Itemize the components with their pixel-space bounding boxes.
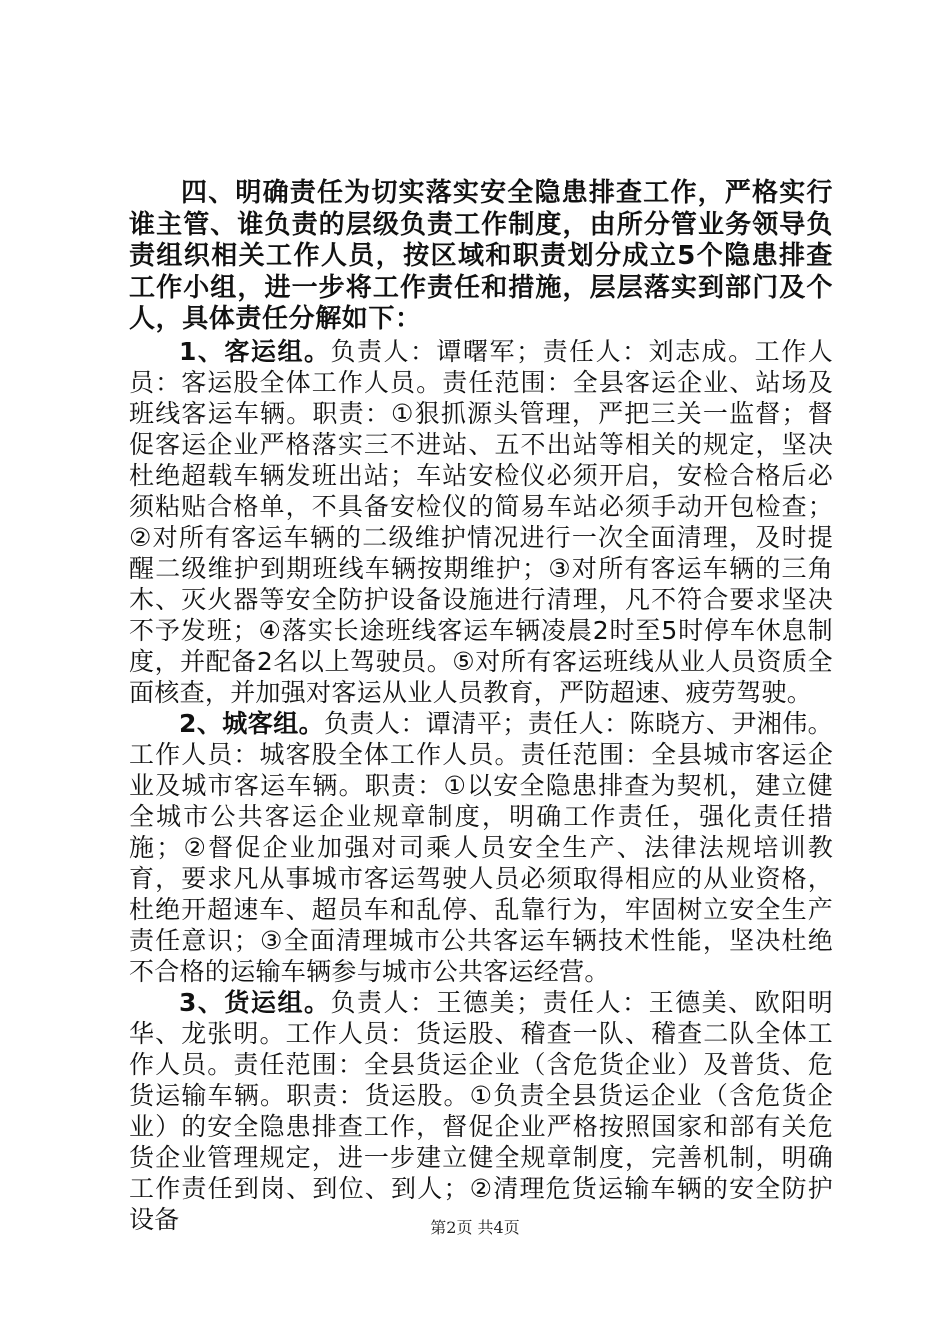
group-heading-passenger: 1、客运组。 [179, 336, 331, 366]
page-number-footer: 第2页 共4页 [430, 1218, 520, 1237]
document-body [129, 178, 833, 1235]
group-body-city: 负责人：谭清平；责任人：陈晓方、尹湘伟。工作人员：城客股全体工作人员。责任范围：全县城市客运企业及城市客运车辆。职责：①以安全隐患排查为契机，建立健全城市公共客运企业规章制度，明确工作责任，强化责任措施；②督促企业加强对司乘人员安全生产、法律法规培训教育，要求凡从事城市客运驾驶人员必须取得相应的从业资格，杜绝开超速车、超员车和乱停、乱靠行为，牢固树立安全生产责任意识；③全面清理城市公共客运车辆技术性能，坚决杜绝不合格的运输车辆参与城市公共客运经营。 [129, 708, 833, 986]
group-body-passenger: 负责人：谭曙军；责任人：刘志成。工作人员：客运股全体工作人员。责任范围：全县客运企业、站场及班线客运车辆。职责：①狠抓源头管理，严把三关一监督；督促客运企业严格落实三不进站、五不出站等相关的规定，坚决杜绝超载车辆发班出站；车站安检仪必须开启，安检合格后必须粘贴合格单，不具备安检仪的简易车站必须手动开包检查；②对所有客运车辆的二级维护情况进行一次全面清理，及时提醒二级维护到期班线车辆按期维护；③对所有客运车辆的三角木、灭火器等安全防护设备设施进行清理，凡不符合要求坚决不予发班；④落实长途班线客运车辆凌晨2时至5时停车休息制度，并配备2名以上驾驶员。⑤对所有客运班线从业人员资质全面核查，并加强对客运从业人员教育，严防超速、疲劳驾驶。 [129, 336, 834, 707]
group-body-freight: 负责人：王德美；责任人：王德美、欧阳明华、龙张明。工作人员：货运股、稽查一队、稽查二队全体工作人员。责任范围：全县货运企业（含危货企业）及普货、危货运输车辆。职责：货运股。①负责全县货运企业（含危货企业）的安全隐患排查工作，督促企业严格按照国家和部有关危货企业管理规定，进一步建立健全规章制度，完善机制，明确工作责任到岗、到位、到人；②清理危货运输车辆的安全防护设备 [129, 987, 834, 1234]
group-heading-freight: 3、货运组。 [179, 987, 331, 1017]
group-paragraph-freight [129, 987, 833, 1235]
group-paragraph-passenger [129, 336, 833, 708]
group-heading-city: 2、城客组。 [179, 708, 325, 738]
section-four-paragraph: 四、明确责任为切实落实安全隐患排查工作，严格实行谁主管、谁负责的层级负责工作制度，由所分管业务领导负责组织相关工作人员，按区域和职责划分成立5个隐患排查工作小组，进一步将工作责任和措施，层层落实到部门及个人，具体责任分解如下： [129, 178, 833, 334]
group-paragraph-city [129, 708, 833, 987]
